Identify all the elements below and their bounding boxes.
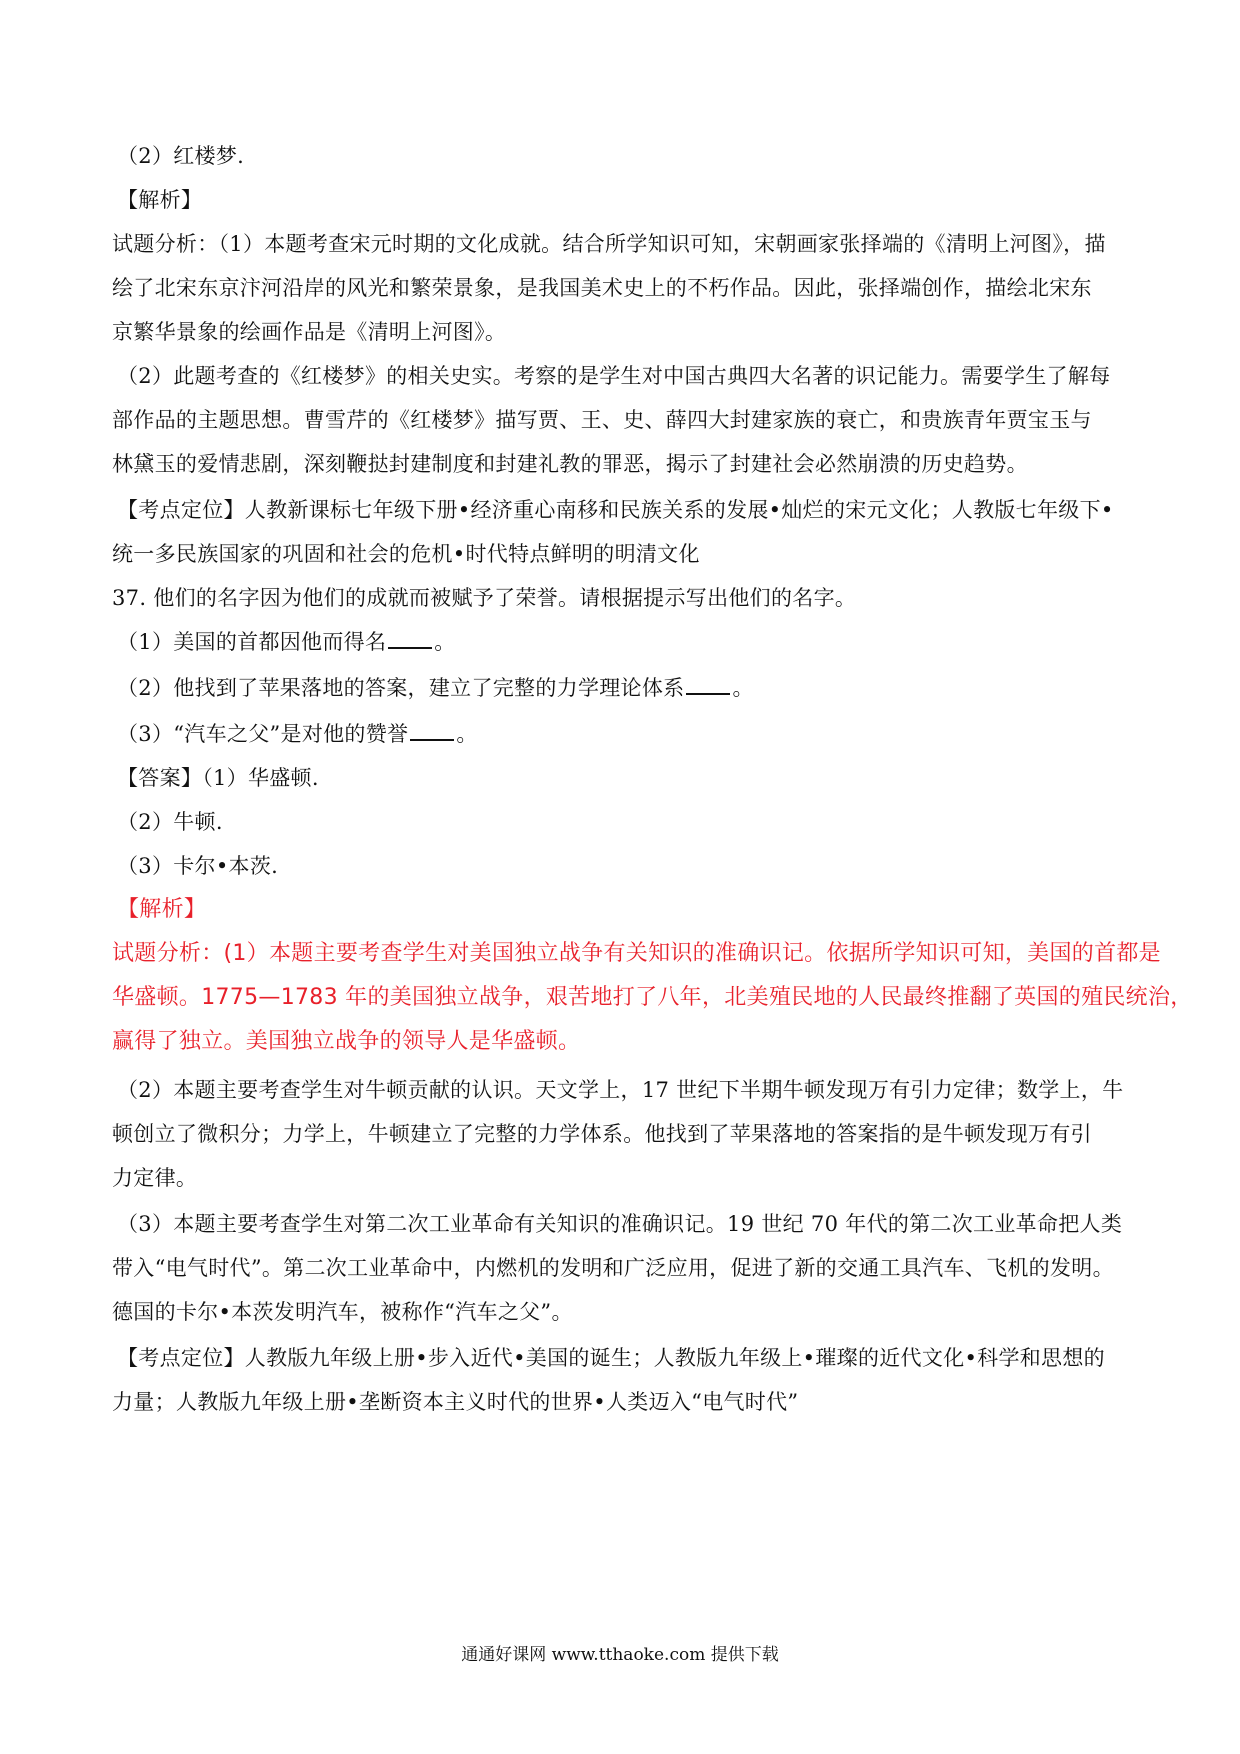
analysis-text: 力定律。 [112, 1166, 198, 1190]
question-text: （2）他找到了苹果落地的答案，建立了完整的力学理论体系 [117, 676, 685, 700]
punctuation: 。 [434, 630, 456, 654]
question-37: 37. 他们的名字因为他们的成就而被赋予了荣誉。请根据提示写出他们的名字。 [112, 586, 857, 610]
answer-blank [686, 675, 730, 695]
answer-line: 【答案】（1）华盛顿. [117, 766, 319, 790]
analysis-text: 德国的卡尔•本茨发明汽车，被称作“汽车之父”。 [112, 1300, 573, 1324]
analysis-text: 部作品的主题思想。曹雪芹的《红楼梦》描写贾、王、史、薛四大封建家族的衰亡，和贵族青年贾宝玉与 [112, 408, 1092, 432]
analysis-text: （2）本题主要考查学生对牛顿贡献的认识。天文学上，17 世纪下半期牛顿发现万有引力定律；数学上，牛 [117, 1078, 1124, 1102]
page-footer: 通通好课网 www.tthaoke.com 提供下载 [461, 1645, 779, 1665]
analysis-heading: 【解析】 [117, 188, 203, 212]
analysis-text: 顿创立了微积分；力学上，牛顿建立了完整的力学体系。他找到了苹果落地的答案指的是牛顿发现万有引 [112, 1122, 1092, 1146]
punctuation: 。 [456, 722, 478, 746]
analysis-text: 带入“电气时代”。第二次工业革命中，内燃机的发明和广泛应用，促进了新的交通工具汽车、飞机的发明。 [112, 1256, 1114, 1280]
exam-point: 【考点定位】人教新课标七年级下册•经济重心南移和民族关系的发展•灿烂的宋元文化；人教版七年级下• [117, 498, 1114, 522]
question-text: （1）美国的首都因他而得名 [117, 630, 387, 654]
answer-line: （3）卡尔•本茨. [117, 854, 279, 878]
sub-question-1 [117, 628, 1137, 656]
analysis-text: 林黛玉的爱情悲剧，深刻鞭挞封建制度和封建礼教的罪恶，揭示了封建社会必然崩溃的历史趋势。 [112, 452, 1028, 476]
analysis-text: （3）本题主要考查学生对第二次工业革命有关知识的准确识记。19 世纪 70 年代的第二次工业革命把人类 [117, 1212, 1123, 1236]
sub-question-3 [117, 720, 1137, 748]
analysis-text: 试题分析：（1）本题考查宋元时期的文化成就。结合所学知识可知，宋朝画家张择端的《清明上河图》，描 [112, 232, 1106, 256]
analysis-text-red: 试题分析：(1）本题主要考查学生对美国独立战争有关知识的准确识记。依据所学知识可知，美国的首都是 [112, 941, 1161, 966]
answer-line: （2）牛顿. [117, 810, 223, 834]
analysis-text-red: 赢得了独立。美国独立战争的领导人是华盛顿。 [112, 1029, 581, 1054]
analysis-heading: 【解析】 [117, 897, 207, 922]
exam-point: 统一多民族国家的巩固和社会的危机•时代特点鲜明的明清文化 [112, 542, 700, 566]
sub-question-2 [117, 674, 1137, 702]
answer-line: （2）红楼梦. [117, 144, 245, 168]
answer-blank [410, 721, 454, 741]
punctuation: 。 [732, 676, 754, 700]
answer-blank [388, 629, 432, 649]
exam-point: 力量；人教版九年级上册•垄断资本主义时代的世界•人类迈入“电气时代” [112, 1390, 799, 1414]
analysis-text-red: 华盛顿。1775—1783 年的美国独立战争，艰苦地打了八年，北美殖民地的人民最终推翻了英国的殖民统治， [112, 985, 1193, 1010]
exam-point: 【考点定位】人教版九年级上册•步入近代•美国的诞生；人教版九年级上•璀璨的近代文化•科学和思想的 [117, 1346, 1105, 1370]
analysis-text: 绘了北宋东京汴河沿岸的风光和繁荣景象，是我国美术史上的不朽作品。因此，张择端创作，描绘北宋东 [112, 276, 1092, 300]
question-text: （3）“汽车之父”是对他的赞誉 [117, 722, 409, 746]
analysis-text: （2）此题考查的《红楼梦》的相关史实。考察的是学生对中国古典四大名著的识记能力。需要学生了解每 [117, 364, 1111, 388]
analysis-text: 京繁华景象的绘画作品是《清明上河图》。 [112, 320, 507, 344]
